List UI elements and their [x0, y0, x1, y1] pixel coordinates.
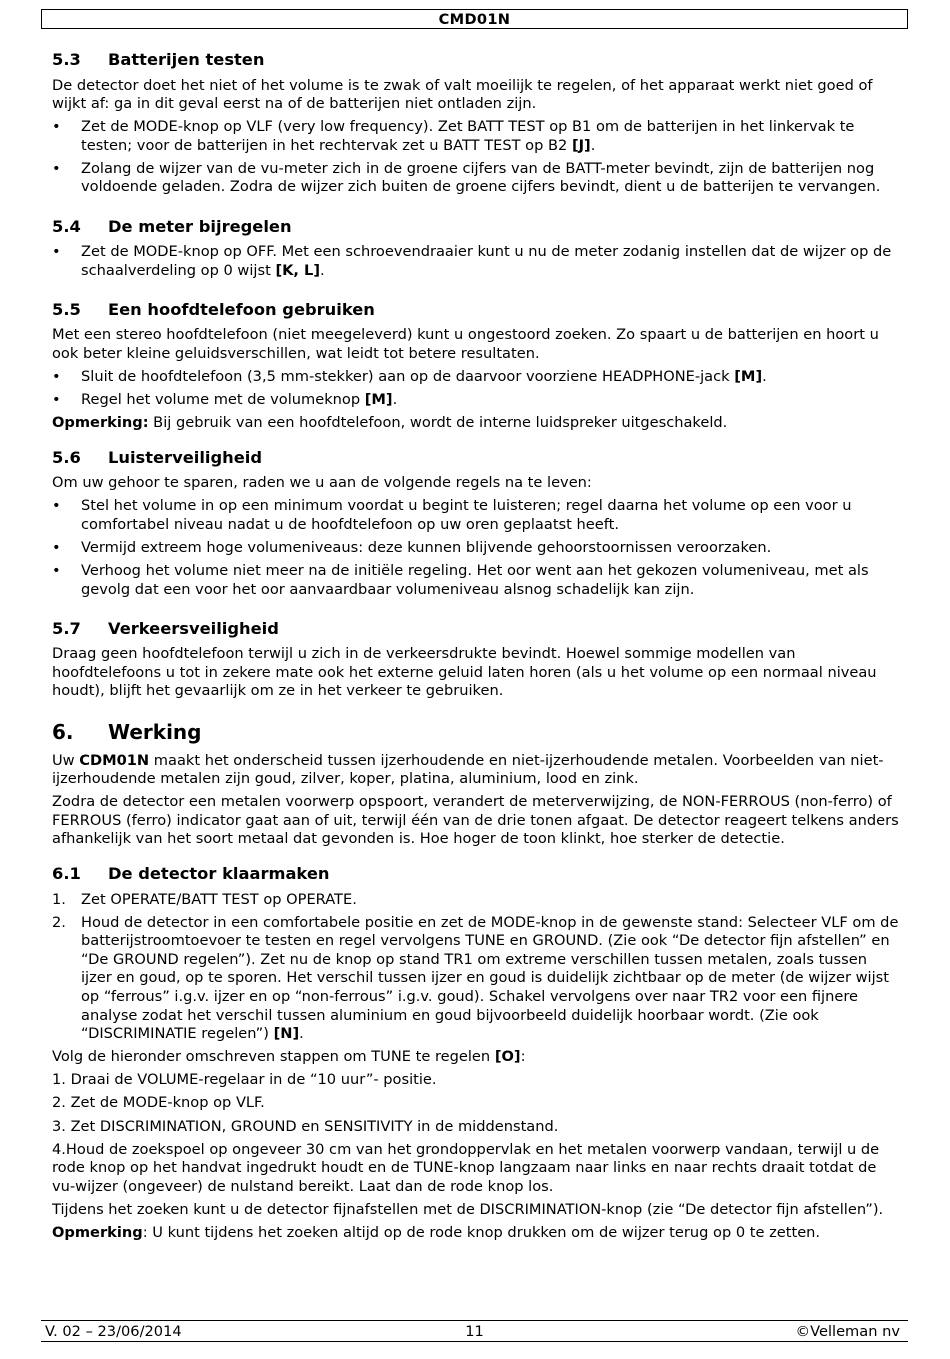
section-5-6-intro: Om uw gehoor te sparen, raden we u aan de volgende regels na te leven:: [52, 474, 592, 492]
section-5-5-list: [52, 368, 902, 410]
section-heading-5-7: 5.7 Verkeersveiligheid: [52, 618, 279, 638]
page-footer: [41, 1320, 908, 1342]
section-5-4-list: [52, 243, 902, 280]
section-5-3-intro: De detector doet het niet of het volume is te zwak of valt moeilijk te regelen, of het apparaat werkt niet goed of wijkt af: ga in dit geval eerst na of de batterijen niet ontladen zijn.: [52, 76, 873, 113]
section-5-6-list: [52, 497, 902, 599]
footer-version: V. 02 – 23/06/2014: [45, 1323, 182, 1340]
tune-step-2: 2. Zet de MODE-knop op VLF.: [52, 1094, 265, 1112]
section-6-1-note: Opmerking: U kunt tijdens het zoeken altijd op de rode knop drukken om de wijzer terug op 0 te zetten.: [52, 1224, 821, 1242]
chapter-6-paragraph-2: Zodra de detector een metalen voorwerp opspoort, verandert de meterverwijzing, de NON-FERROUS (non-ferro) of FERROUS (ferro) indicator gaat aan of uit, terwijl één van de drie tonen afgaat. De detector reageert telkens anders afhankelijk van het soort metaal dat gevonden is. Hoe hoger de toon klinkt, hoe sterker de detectie.: [52, 793, 899, 848]
section-heading-6-1: 6.1 De detector klaarmaken: [52, 864, 330, 884]
section-5-5-intro: Met een stereo hoofdtelefoon (niet meegeleverd) kunt u ongestoord zoeken. Zo spaart u de batterijen en hoort u ook beter kleine geluidsverschillen, wat leidt tot betere resultaten.: [52, 326, 879, 362]
section-heading-5-6: 5.6 Luisterveiligheid: [52, 447, 263, 467]
list-item: 2. Houd de detector in een comfortabele positie en zet de MODE-knop in de gewenste stand: Selecteer VLF om de batterijstroomtoevoer te testen en regel vervolgens TUNE en GROUND. (Zie ook “De detector fijn afstellen” en “De GROUND regelen”). Zet nu de knop op stand TR1 om extreme verschillen tussen metalen, zoals tussen ijzer en goud, op te sporen. Het verschil tussen ijzer en goud is duidelijk zichtbaar op de meter (de wijzer wijst op “ferrous” i.g.v. ijzer en op “non-ferrous” i.g.v. goud). Schakel vervolgens over naar TR2 voor een fijnere analyse zodat het verschil tussen aluminium en goud bijvoorbeeld duidelijk hoorbaar wordt. (Zie ook “DISCRIMINATIE regelen”) [N].: [52, 913, 899, 1043]
section-6-1-steps: [52, 891, 902, 1044]
footer-copyright: ©Velleman nv: [795, 1323, 900, 1340]
tune-step-3: 3. Zet DISCRIMINATION, GROUND en SENSITIVITY in de middenstand.: [52, 1117, 559, 1135]
tune-intro: Volg de hieronder omschreven stappen om TUNE te regelen [O]:: [52, 1048, 526, 1066]
tune-step-4: 4.Houd de zoekspoel op ongeveer 30 cm van het grondoppervlak en het metalen voorwerp vandaan, terwijl u de rode knop op het handvat ingedrukt houdt en de TUNE-knop langzaam naar links en naar rechts draait totdat de vu-wijzer (ongeveer) de nulstand bereikt. Laat dan de rode knop los.: [52, 1140, 880, 1195]
page-content: [52, 48, 902, 1243]
tune-step-1: 1. Draai de VOLUME-regelaar in de “10 uur”- positie.: [52, 1071, 437, 1089]
fine-tune-paragraph: Tijdens het zoeken kunt u de detector fijnafstellen met de DISCRIMINATION-knop (zie “De detector fijn afstellen”).: [52, 1200, 884, 1218]
section-heading-5-5: 5.5 Een hoofdtelefoon gebruiken: [52, 299, 375, 319]
page-header: [41, 9, 908, 29]
chapter-6-paragraph-1: Uw CDM01N maakt het onderscheid tussen ijzerhoudende en niet-ijzerhoudende metalen. Voorbeelden van niet-ijzerhoudende metalen zijn goud, zilver, koper, platina, aluminium, lood en zink.: [52, 751, 884, 788]
list-item: • Verhoog het volume niet meer na de initiële regeling. Het oor went aan het gekozen volumeniveau, met als gevolg dat een voor het oor aanvaardbaar volumeniveau alsnog schadelijk kan zijn.: [52, 562, 902, 599]
list-item: • Vermijd extreem hoge volumeniveaus: deze kunnen blijvende gehoorstoornissen veroorzaken.: [52, 539, 902, 558]
list-item: • Regel het volume met de volumeknop [M].: [52, 391, 902, 410]
footer-page-number: 11: [465, 1323, 484, 1340]
section-5-5-note: Opmerking: Bij gebruik van een hoofdtelefoon, wordt de interne luidspreker uitgeschakeld.: [52, 414, 728, 432]
list-item: 1. Zet OPERATE/BATT TEST op OPERATE.: [52, 890, 357, 908]
header-title: CMD01N: [438, 11, 511, 28]
section-heading-5-4: 5.4 De meter bijregelen: [52, 216, 292, 236]
list-item: • Sluit de hoofdtelefoon (3,5 mm-stekker) aan op de daarvoor voorziene HEADPHONE-jack [M].: [52, 368, 902, 387]
list-item: • Zolang de wijzer van de vu-meter zich in de groene cijfers van de BATT-meter bevindt, zijn de batterijen nog voldoende geladen. Zodra de wijzer zich buiten de groene cijfers bevindt, dient u de batterijen te vervangen.: [52, 160, 902, 197]
section-heading-5-3: 5.3 Batterijen testen: [52, 50, 265, 69]
section-5-7-intro: Draag geen hoofdtelefoon terwijl u zich in de verkeersdrukte bevindt. Hoewel sommige modellen van hoofdtelefoons u tot in zekere mate ook het externe geluid laten horen (als u het volume op een normaal niveau houdt), blijft het gevaarlijk om ze in het verkeer te gebruiken.: [52, 645, 877, 700]
list-item: • Zet de MODE-knop op OFF. Met een schroevendraaier kunt u nu de meter zodanig instellen dat de wijzer op de schaalverdeling op 0 wijst [K, L].: [52, 243, 902, 280]
list-item: • Stel het volume in op een minimum voordat u begint te luisteren; regel daarna het volume op een voor u comfortabel niveau nadat u de hoofdtelefoon op uw oren geplaatst heeft.: [52, 497, 902, 534]
section-5-3-list: [52, 118, 902, 197]
list-item: • Zet de MODE-knop op VLF (very low frequency). Zet BATT TEST op B1 om de batterijen in het linkervak te testen; voor de batterijen in het rechtervak zet u BATT TEST op B2 [J].: [52, 118, 902, 155]
chapter-heading-6: 6. Werking: [52, 720, 202, 745]
